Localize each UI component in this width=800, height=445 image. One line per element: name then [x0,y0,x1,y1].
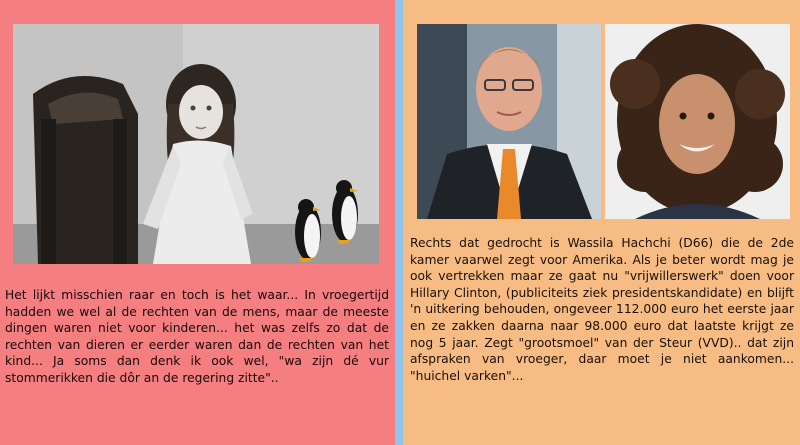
man-portrait-photo [417,24,601,219]
panel-divider [395,0,403,445]
woman-portrait-photo [605,24,790,219]
right-body-text: Rechts dat gedrocht is Wassila Hachchi (D66) die de 2de kamer vaarwel zegt voor Amerika. Als je beter wordt mag je ook vertrekken maar ze gaat nu "vrijwillerswerk" doen voor Hillary Clinton, (publiciteits ziek presidentskandidate) en blijft 'n uitkering behouden, ongeveer 112.000 euro het eerste jaar en ze zakken daarna naar 98.000 euro dat laatste krijgt ze nog 5 jaar. Zegt "grootsmoel" van der Steur (VVD).. dat zijn afspraken van vroeger, daar moet je niet aankomen... "huichel varken"... [410,236,794,383]
right-panel [403,0,800,445]
vintage-girl-photo [13,24,379,264]
left-body-text: Het lijkt misschien raar en toch is het waar... In vroegertijd hadden we wel al de rechten van de mens, maar de meeste dingen waren niet voor kinderen... het was zelfs zo dat de rechten van dieren er eerder waren dan de rechten van het kind... Ja soms dan denk ik ook wel, "wa zijn dé vur stommerikken die dôr an de regering zitte".. [5,288,389,385]
left-panel [0,0,395,445]
